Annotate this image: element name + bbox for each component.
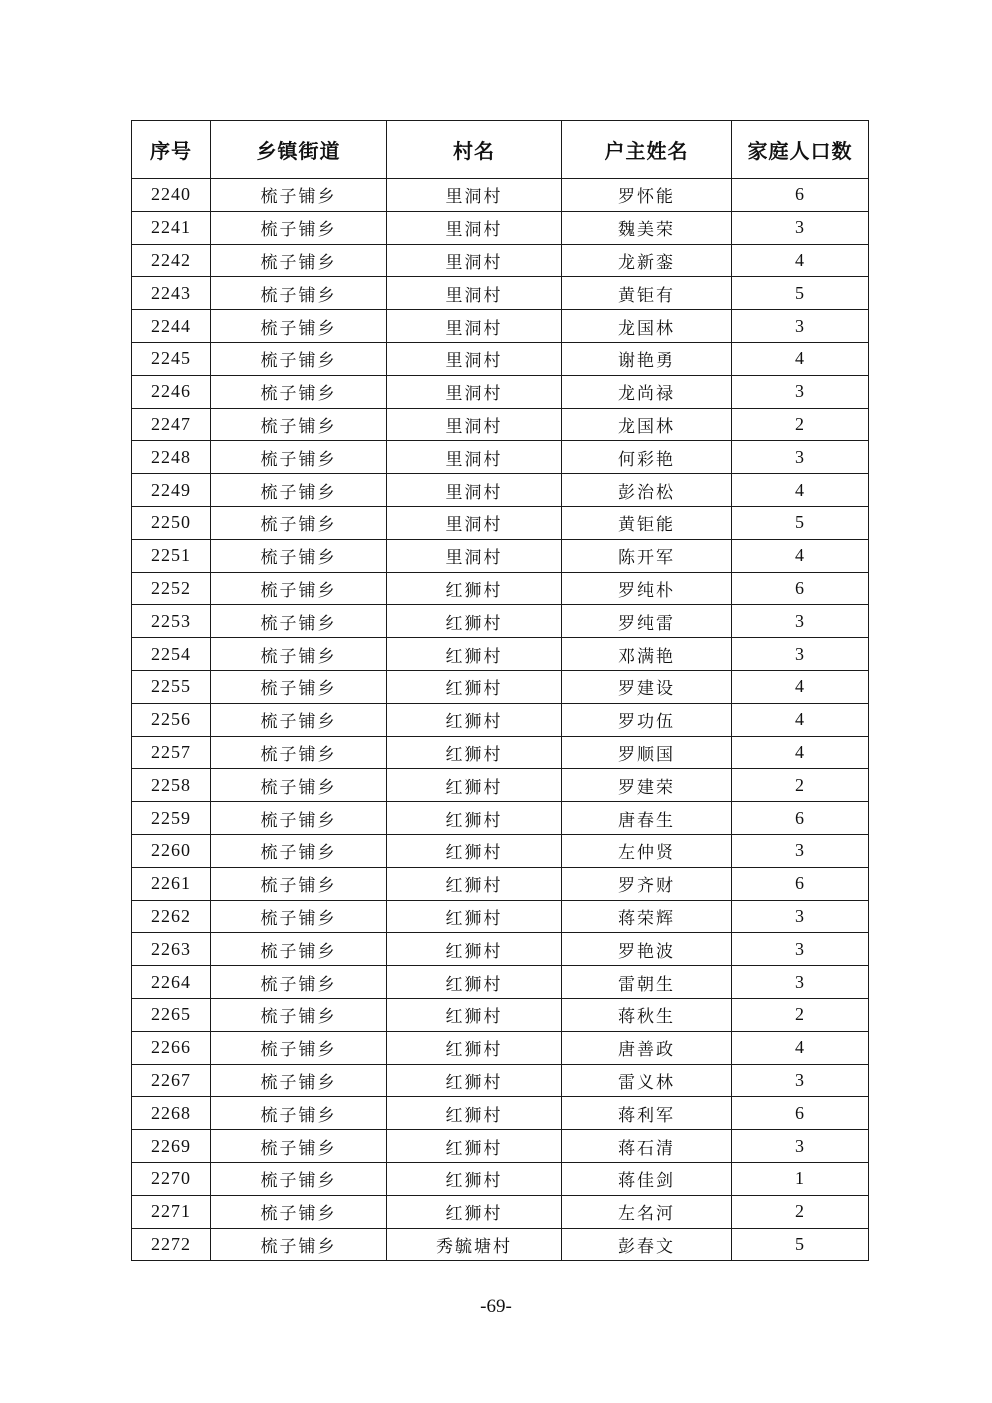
table-header [132,121,869,179]
cell-township: 梳子铺乡 [211,966,387,999]
cell-serial-number: 2266 [132,1031,211,1064]
cell-township: 梳子铺乡 [211,474,387,507]
cell-village: 红狮村 [387,1064,562,1097]
cell-village: 红狮村 [387,703,562,736]
cell-township: 梳子铺乡 [211,670,387,703]
cell-family-size: 6 [732,802,869,835]
cell-family-size: 2 [732,408,869,441]
cell-householder: 罗建设 [562,670,732,703]
cell-householder: 陈开军 [562,539,732,572]
cell-householder: 蒋荣辉 [562,900,732,933]
cell-family-size: 4 [732,539,869,572]
cell-family-size: 3 [732,211,869,244]
cell-family-size: 5 [732,1228,869,1261]
header-township: 乡镇街道 [211,121,387,179]
cell-township: 梳子铺乡 [211,375,387,408]
table-row [132,506,869,539]
table-row [132,1097,869,1130]
cell-householder: 罗功伍 [562,703,732,736]
cell-serial-number: 2268 [132,1097,211,1130]
cell-serial-number: 2256 [132,703,211,736]
header-village: 村名 [387,121,562,179]
cell-village: 里洞村 [387,441,562,474]
table-row [132,638,869,671]
cell-family-size: 2 [732,1195,869,1228]
cell-township: 梳子铺乡 [211,802,387,835]
cell-village: 红狮村 [387,966,562,999]
cell-householder: 罗纯雷 [562,605,732,638]
cell-householder: 龙新銮 [562,244,732,277]
cell-township: 梳子铺乡 [211,408,387,441]
cell-village: 红狮村 [387,1162,562,1195]
cell-township: 梳子铺乡 [211,605,387,638]
table-row [132,342,869,375]
cell-serial-number: 2271 [132,1195,211,1228]
cell-family-size: 1 [732,1162,869,1195]
table-row [132,441,869,474]
table-row [132,179,869,212]
cell-township: 梳子铺乡 [211,638,387,671]
table-row [132,933,869,966]
cell-township: 梳子铺乡 [211,1228,387,1261]
cell-family-size: 2 [732,769,869,802]
cell-township: 梳子铺乡 [211,572,387,605]
cell-village: 里洞村 [387,408,562,441]
cell-village: 里洞村 [387,342,562,375]
cell-serial-number: 2242 [132,244,211,277]
table-row [132,605,869,638]
cell-serial-number: 2255 [132,670,211,703]
cell-village: 秀毓塘村 [387,1228,562,1261]
cell-householder: 蒋石清 [562,1130,732,1163]
cell-village: 里洞村 [387,310,562,343]
cell-householder: 蒋利军 [562,1097,732,1130]
cell-serial-number: 2270 [132,1162,211,1195]
table-row [132,1031,869,1064]
table-row [132,1162,869,1195]
cell-serial-number: 2253 [132,605,211,638]
cell-householder: 雷义林 [562,1064,732,1097]
cell-householder: 蒋佳剑 [562,1162,732,1195]
cell-village: 红狮村 [387,1195,562,1228]
cell-township: 梳子铺乡 [211,998,387,1031]
table-row [132,769,869,802]
cell-family-size: 4 [732,703,869,736]
cell-householder: 唐春生 [562,802,732,835]
table-row [132,375,869,408]
cell-township: 梳子铺乡 [211,703,387,736]
cell-township: 梳子铺乡 [211,342,387,375]
cell-township: 梳子铺乡 [211,900,387,933]
cell-village: 红狮村 [387,1097,562,1130]
cell-serial-number: 2265 [132,998,211,1031]
cell-village: 红狮村 [387,998,562,1031]
cell-serial-number: 2241 [132,211,211,244]
cell-family-size: 3 [732,375,869,408]
cell-family-size: 6 [732,867,869,900]
table-row [132,867,869,900]
cell-village: 里洞村 [387,277,562,310]
cell-village: 红狮村 [387,900,562,933]
cell-family-size: 5 [732,506,869,539]
cell-village: 里洞村 [387,506,562,539]
cell-township: 梳子铺乡 [211,1031,387,1064]
cell-serial-number: 2254 [132,638,211,671]
table-row [132,211,869,244]
table-row [132,802,869,835]
cell-householder: 唐善政 [562,1031,732,1064]
cell-township: 梳子铺乡 [211,933,387,966]
cell-householder: 彭治松 [562,474,732,507]
cell-serial-number: 2252 [132,572,211,605]
cell-householder: 雷朝生 [562,966,732,999]
table-row [132,277,869,310]
cell-householder: 魏美荣 [562,211,732,244]
cell-family-size: 4 [732,342,869,375]
cell-family-size: 3 [732,966,869,999]
table-row [132,474,869,507]
cell-serial-number: 2260 [132,834,211,867]
cell-serial-number: 2247 [132,408,211,441]
cell-village: 红狮村 [387,1130,562,1163]
cell-township: 梳子铺乡 [211,539,387,572]
household-table [131,120,869,1261]
cell-village: 红狮村 [387,867,562,900]
cell-family-size: 6 [732,572,869,605]
cell-township: 梳子铺乡 [211,769,387,802]
cell-family-size: 3 [732,900,869,933]
table-row [132,310,869,343]
cell-serial-number: 2240 [132,179,211,212]
table-row [132,1064,869,1097]
cell-householder: 罗艳波 [562,933,732,966]
cell-serial-number: 2244 [132,310,211,343]
header-row [132,121,869,179]
cell-family-size: 4 [732,670,869,703]
cell-village: 红狮村 [387,769,562,802]
cell-village: 红狮村 [387,670,562,703]
table-row [132,539,869,572]
cell-family-size: 3 [732,1130,869,1163]
cell-serial-number: 2259 [132,802,211,835]
cell-township: 梳子铺乡 [211,277,387,310]
table-row [132,966,869,999]
cell-serial-number: 2269 [132,1130,211,1163]
header-serial-number: 序号 [132,121,211,179]
cell-township: 梳子铺乡 [211,1064,387,1097]
cell-village: 里洞村 [387,539,562,572]
cell-serial-number: 2264 [132,966,211,999]
cell-serial-number: 2263 [132,933,211,966]
cell-householder: 黄钜能 [562,506,732,539]
cell-householder: 左名河 [562,1195,732,1228]
cell-householder: 罗建荣 [562,769,732,802]
cell-householder: 蒋秋生 [562,998,732,1031]
cell-township: 梳子铺乡 [211,1097,387,1130]
cell-serial-number: 2262 [132,900,211,933]
cell-family-size: 3 [732,1064,869,1097]
cell-village: 里洞村 [387,474,562,507]
cell-township: 梳子铺乡 [211,506,387,539]
cell-village: 里洞村 [387,179,562,212]
cell-householder: 罗顺国 [562,736,732,769]
cell-family-size: 3 [732,834,869,867]
cell-family-size: 2 [732,998,869,1031]
cell-serial-number: 2267 [132,1064,211,1097]
cell-township: 梳子铺乡 [211,867,387,900]
cell-serial-number: 2243 [132,277,211,310]
cell-township: 梳子铺乡 [211,736,387,769]
cell-family-size: 4 [732,474,869,507]
table-row [132,1228,869,1261]
cell-township: 梳子铺乡 [211,1195,387,1228]
cell-village: 红狮村 [387,802,562,835]
cell-householder: 龙国林 [562,310,732,343]
cell-family-size: 3 [732,605,869,638]
cell-family-size: 5 [732,277,869,310]
cell-village: 红狮村 [387,638,562,671]
table-row [132,670,869,703]
table-body [132,179,869,1261]
page-number: -69- [480,1296,512,1317]
cell-township: 梳子铺乡 [211,1130,387,1163]
cell-village: 红狮村 [387,1031,562,1064]
cell-township: 梳子铺乡 [211,211,387,244]
cell-serial-number: 2248 [132,441,211,474]
table-row [132,408,869,441]
table-row [132,998,869,1031]
table-row [132,703,869,736]
cell-village: 里洞村 [387,375,562,408]
cell-householder: 罗齐财 [562,867,732,900]
cell-serial-number: 2250 [132,506,211,539]
cell-family-size: 3 [732,310,869,343]
cell-village: 红狮村 [387,572,562,605]
cell-serial-number: 2261 [132,867,211,900]
cell-householder: 彭春文 [562,1228,732,1261]
cell-township: 梳子铺乡 [211,310,387,343]
cell-family-size: 3 [732,933,869,966]
cell-village: 红狮村 [387,933,562,966]
cell-serial-number: 2257 [132,736,211,769]
cell-village: 红狮村 [387,834,562,867]
cell-family-size: 6 [732,179,869,212]
table-row [132,736,869,769]
cell-family-size: 6 [732,1097,869,1130]
cell-family-size: 4 [732,244,869,277]
cell-township: 梳子铺乡 [211,834,387,867]
cell-family-size: 4 [732,736,869,769]
cell-village: 里洞村 [387,244,562,277]
cell-township: 梳子铺乡 [211,441,387,474]
cell-serial-number: 2272 [132,1228,211,1261]
cell-householder: 罗怀能 [562,179,732,212]
cell-township: 梳子铺乡 [211,179,387,212]
cell-householder: 邓满艳 [562,638,732,671]
cell-village: 里洞村 [387,211,562,244]
table-row [132,572,869,605]
table-row [132,1195,869,1228]
cell-householder: 谢艳勇 [562,342,732,375]
table-row [132,834,869,867]
cell-township: 梳子铺乡 [211,1162,387,1195]
cell-family-size: 3 [732,441,869,474]
table-row [132,900,869,933]
cell-householder: 何彩艳 [562,441,732,474]
table-row [132,244,869,277]
cell-householder: 龙尚禄 [562,375,732,408]
cell-householder: 罗纯朴 [562,572,732,605]
cell-serial-number: 2258 [132,769,211,802]
cell-serial-number: 2245 [132,342,211,375]
cell-family-size: 4 [732,1031,869,1064]
cell-serial-number: 2249 [132,474,211,507]
cell-township: 梳子铺乡 [211,244,387,277]
header-family-size: 家庭人口数 [732,121,869,179]
cell-family-size: 3 [732,638,869,671]
cell-serial-number: 2251 [132,539,211,572]
cell-village: 红狮村 [387,736,562,769]
cell-householder: 黄钜有 [562,277,732,310]
cell-householder: 龙国林 [562,408,732,441]
cell-village: 红狮村 [387,605,562,638]
cell-householder: 左仲贤 [562,834,732,867]
table-row [132,1130,869,1163]
header-householder: 户主姓名 [562,121,732,179]
cell-serial-number: 2246 [132,375,211,408]
